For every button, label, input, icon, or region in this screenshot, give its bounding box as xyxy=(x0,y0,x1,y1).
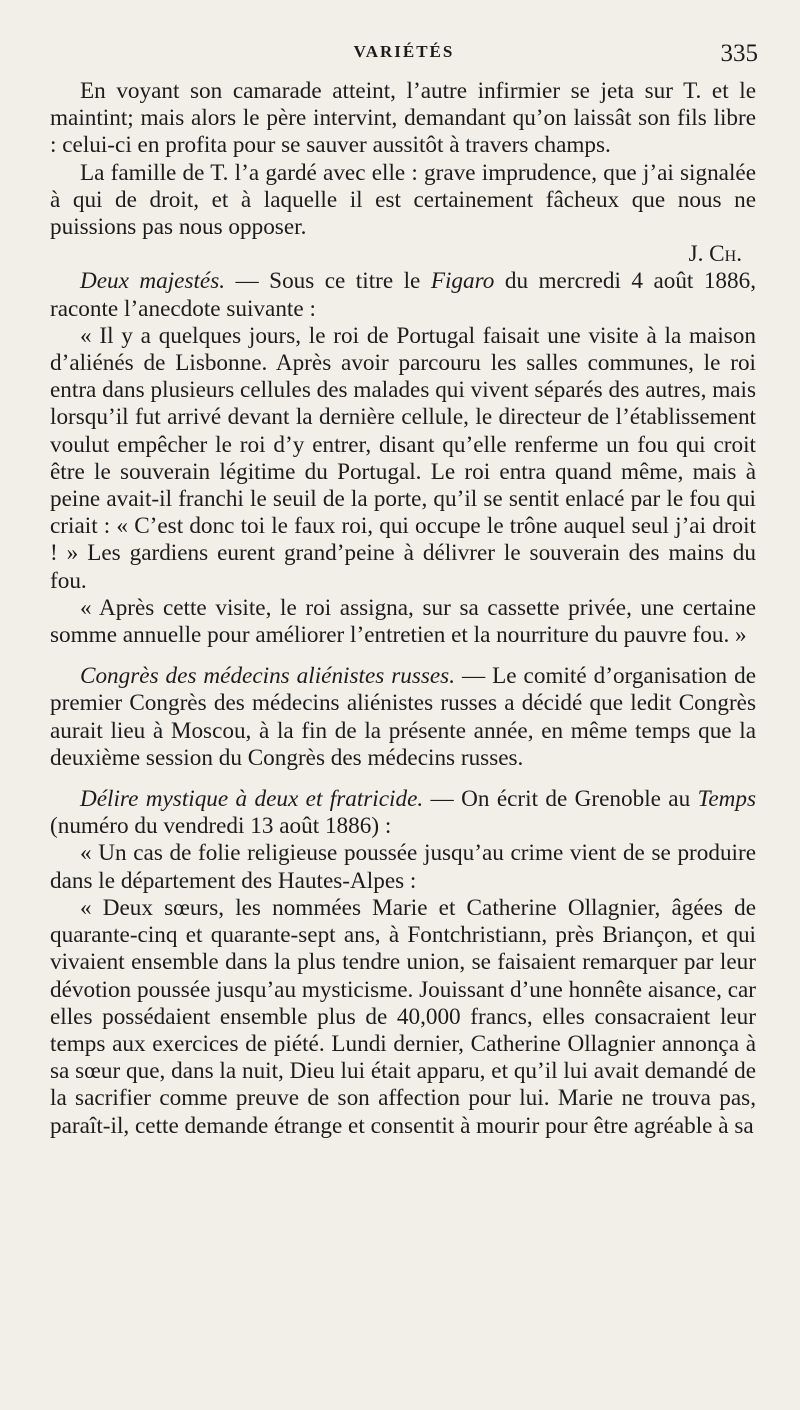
italic-text: Figaro xyxy=(430,268,495,295)
running-title: VARIÉTÉS xyxy=(353,42,455,61)
text-run: — Le comité d’organisation de premier Congrès des médecins aliénistes russes a décidé que ledit Congrès aurait lieu à Moscou, à la fin de la présente année, en même temps que la deuxième session du Congrès des médecins russes. xyxy=(50,663,756,771)
page-number: 335 xyxy=(720,40,758,67)
signature xyxy=(50,241,756,268)
text-run: La famille de T. l’a gardé avec elle : grave imprudence, que j’ai signalée à qui de droit, et à laquelle il est certainement fâcheux que nous ne puissions pas nous opposer. xyxy=(50,159,756,241)
text-run: du mercredi 4 août 1886, raconte l’anecdote suivante : xyxy=(50,268,757,322)
paragraph xyxy=(50,160,756,242)
text-run: — On écrit de Grenoble au xyxy=(423,786,698,813)
paragraph xyxy=(50,78,756,160)
italic-text: Deux majestés. xyxy=(80,268,226,295)
article-body xyxy=(50,78,756,1140)
text-run: — Sous ce titre le xyxy=(225,268,431,295)
text-run: « Il y a quelques jours, le roi de Portugal faisait une visite à la maison d’aliénés de Lisbonne. Après avoir parcouru les salles communes, le roi entra dans plusieurs cellules des malades qui vivent séparés des autres, mais lorsqu’il fut arrivé devant la dernière cellule, le directeur de l’établissement voulut empêcher le roi d’y entrer, disant qu’elle renferme un fou qui croit être le souverain légitime du Portugal. Le roi entra quand même, mais à peine avait-il franchi le seuil de la porte, qu’il se sentit enlacé par le fou qui criait : « C’est donc toi le faux roi, qui occupe le trône auquel seul j’ai droit ! » Les gardiens eurent grand’peine à délivrer le souverain des mains du fou. xyxy=(50,322,756,594)
paragraph xyxy=(50,595,756,649)
text-run: (numéro du vendredi 13 août 1886) : xyxy=(50,813,392,840)
paragraph xyxy=(50,895,756,1140)
signature-text: J. Ch. xyxy=(688,241,742,268)
italic-text: Temps xyxy=(697,786,756,813)
paragraph xyxy=(50,840,756,894)
paragraph xyxy=(50,323,756,595)
italic-text: Délire mystique à deux et fratricide. xyxy=(80,786,424,813)
italic-text: Congrès des médecins aliénistes russes. xyxy=(80,663,456,690)
paragraph-delire-mystique xyxy=(50,786,756,840)
paragraph-congres xyxy=(50,663,756,772)
paragraph-deux-majestes xyxy=(50,268,756,322)
running-header xyxy=(50,40,758,74)
text-run: En voyant son camarade atteint, l’autre infirmier se jeta sur T. et le maintint; mais alors le père intervint, demandant qu’on laissât son fils libre : celui-ci en profita pour se sauver aussitôt à travers champs. xyxy=(50,78,756,159)
text-run: « Après cette visite, le roi assigna, sur sa cassette privée, une certaine somme annuelle pour améliorer l’entretien et la nourriture du pauvre fou. » xyxy=(50,594,756,649)
text-run: « Un cas de folie religieuse poussée jusqu’au crime vient de se produire dans le département des Hautes-Alpes : xyxy=(50,840,756,894)
text-run: « Deux sœurs, les nommées Marie et Catherine Ollagnier, âgées de quarante-cinq et quarante-sept ans, à Fontchristiann, près Briançon, et qui vivaient ensemble dans la plus tendre union, se faisaient remarquer par leur dévotion poussée jusqu’au mysticisme. Jouissant d’une honnête aisance, car elles possédaient ensemble plus de 40,000 francs, elles consacraient leur temps aux exercices de piété. Lundi dernier, Catherine Ollagnier annonça à sa sœur que, dans la nuit, Dieu lui était apparu, et qu’il lui avait demandé de la sacrifier comme preuve de son affection pour lui. Marie ne trouva pas, paraît-il, cette demande étrange et consentit à mourir pour être agréable à sa xyxy=(50,894,756,1139)
